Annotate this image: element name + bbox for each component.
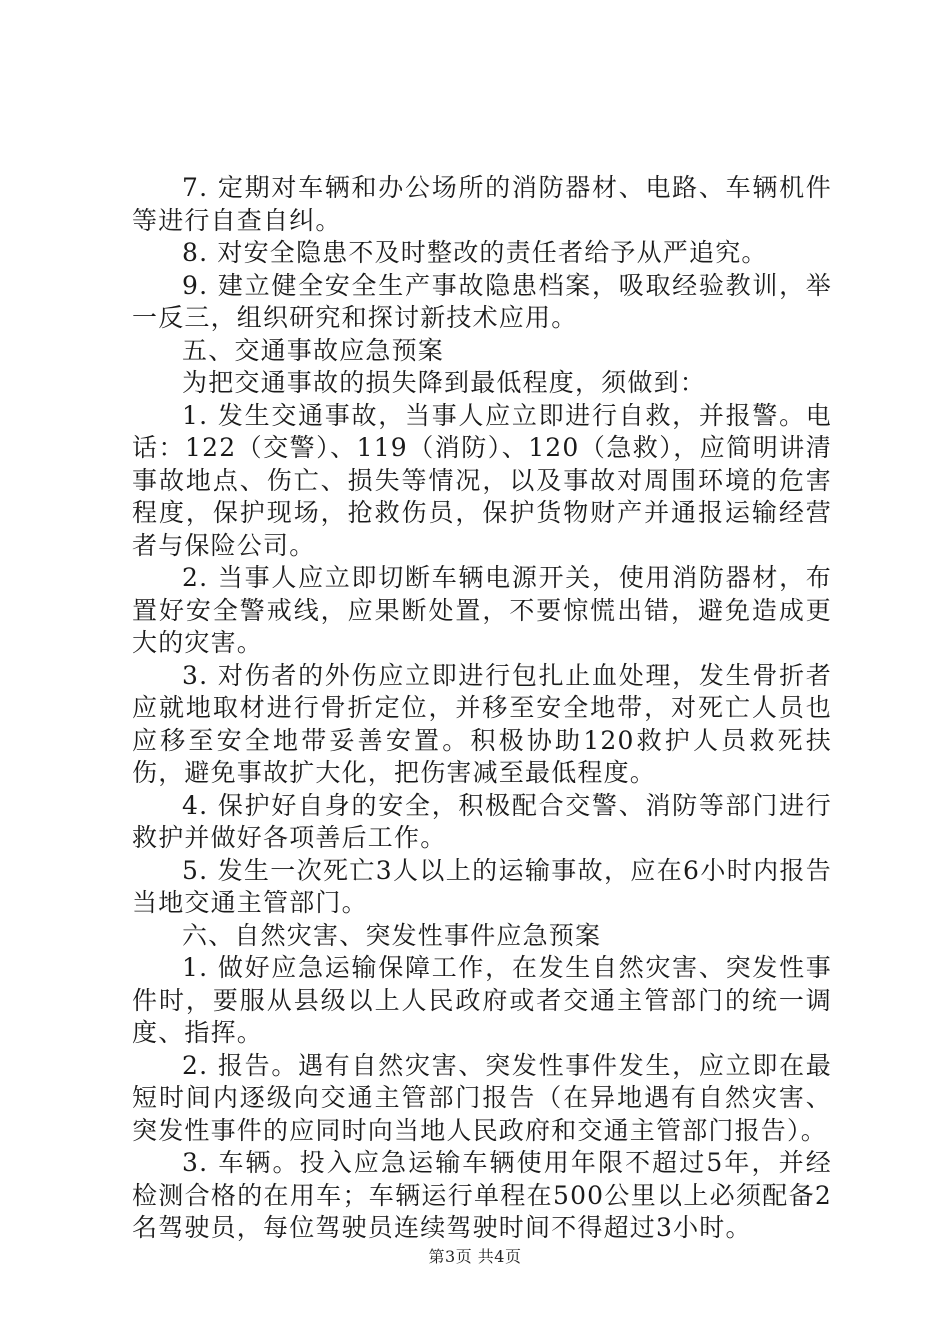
paragraph-item-5: 5. 发生一次死亡3人以上的运输事故，应在6小时内报告当地交通主管部门。: [132, 855, 832, 917]
page-footer: [0, 1244, 950, 1267]
paragraph-item-1: 1. 发生交通事故，当事人应立即进行自救，并报警。电话：122（交警）、119（消防）、120（急救），应简明讲清事故地点、伤亡、损失等情况，以及事故对周围环境的危害程度，保护现场，抢救伤员，保护货物财产并通报运输经营者与保险公司。: [132, 400, 832, 560]
paragraph-item-2b: 2. 报告。遇有自然灾害、突发性事件发生，应立即在最短时间内逐级向交通主管部门报告（在异地遇有自然灾害、突发性事件的应同时向当地人民政府和交通主管部门报告）。: [132, 1050, 832, 1145]
section-intro: 为把交通事故的损失降到最低程度，须做到：: [182, 368, 707, 397]
page-number-label: 第3页 共4页: [428, 1247, 522, 1266]
document-body: [132, 172, 832, 1245]
paragraph-item-3: 3. 对伤者的外伤应立即进行包扎止血处理，发生骨折者应就地取材进行骨折定位，并移至安全地带，对死亡人员也应移至安全地带妥善安置。积极协助120救护人员救死扶伤，避免事故扩大化，把伤害减至最低程度。: [132, 660, 832, 787]
paragraph-item-4: 4. 保护好自身的安全，积极配合交警、消防等部门进行救护并做好各项善后工作。: [132, 790, 832, 852]
section-heading-5: 五、交通事故应急预案: [182, 335, 445, 365]
paragraph-item-2: 2. 当事人应立即切断车辆电源开关，使用消防器材，布置好安全警戒线，应果断处置，不要惊慌出错，避免造成更大的灾害。: [132, 563, 832, 657]
paragraph-item-3b: 3. 车辆。投入应急运输车辆使用年限不超过5年，并经检测合格的在用车；车辆运行单程在500公里以上必须配备2名驾驶员，每位驾驶员连续驾驶时间不得超过3小时。: [132, 1148, 832, 1242]
paragraph-item-1b: 1. 做好应急运输保障工作，在发生自然灾害、突发性事件时，要服从县级以上人民政府或者交通主管部门的统一调度、指挥。: [132, 953, 832, 1047]
paragraph-item-9: 9. 建立健全安全生产事故隐患档案，吸取经验教训，举一反三，组织研究和探讨新技术应用。: [132, 270, 832, 332]
section-heading-6: 六、自然灾害、突发性事件应急预案: [182, 920, 602, 950]
paragraph-item-7: 7. 定期对车辆和办公场所的消防器材、电路、车辆机件等进行自查自纠。: [132, 173, 832, 235]
paragraph-item-8: 8. 对安全隐患不及时整改的责任者给予从严追究。: [182, 238, 768, 267]
